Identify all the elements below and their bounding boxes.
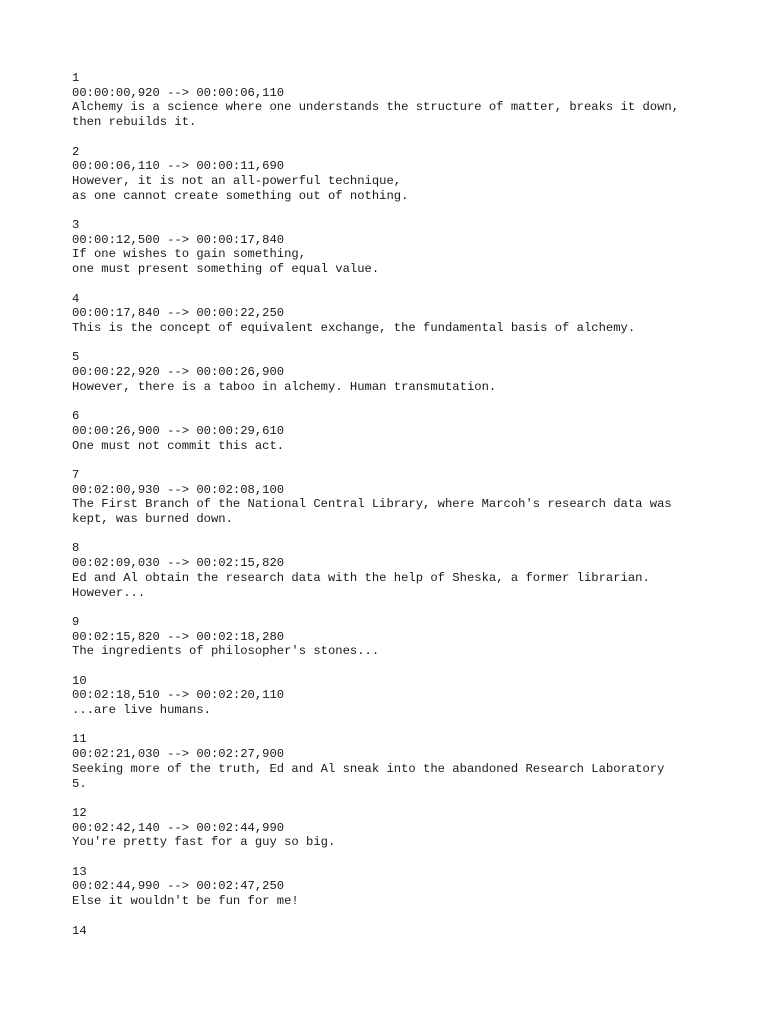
cue-timestamp: 00:00:06,110 --> 00:00:11,690 bbox=[72, 159, 285, 174]
cue-timestamp: 00:02:15,820 --> 00:02:18,280 bbox=[72, 629, 285, 644]
cue-7 bbox=[72, 468, 732, 527]
cue-12 bbox=[72, 806, 732, 850]
cue-text-line: You're pretty fast for a guy so big. bbox=[72, 835, 336, 850]
cue-text-line: kept, was burned down. bbox=[72, 512, 233, 526]
cue-index: 4 bbox=[72, 291, 80, 306]
cue-text-line: The First Branch of the National Central Library, where Marcoh's research data was bbox=[72, 497, 672, 512]
cue-4 bbox=[72, 292, 732, 336]
cue-11 bbox=[72, 732, 732, 791]
cue-index: 1 bbox=[72, 71, 80, 85]
cue-index: 11 bbox=[72, 732, 87, 747]
cue-timestamp: 00:00:26,900 --> 00:00:29,610 bbox=[72, 423, 285, 438]
cue-timestamp: 00:02:00,930 --> 00:02:08,100 bbox=[72, 482, 285, 497]
cue-text-line: one must present something of equal value. bbox=[72, 262, 380, 277]
cue-text-line: One must not commit this act. bbox=[72, 438, 285, 453]
cue-9 bbox=[72, 615, 732, 659]
cue-timestamp: 00:02:09,030 --> 00:02:15,820 bbox=[72, 556, 285, 571]
cue-timestamp: 00:02:42,140 --> 00:02:44,990 bbox=[72, 820, 285, 835]
cue-index: 8 bbox=[72, 541, 80, 556]
cue-timestamp: 00:00:00,920 --> 00:00:06,110 bbox=[72, 85, 285, 100]
cue-text-line: However, there is a taboo in alchemy. Human transmutation. bbox=[72, 379, 497, 394]
cue-index: 12 bbox=[72, 805, 87, 820]
cue-timestamp: 00:02:18,510 --> 00:02:20,110 bbox=[72, 688, 285, 703]
cue-text-line: 5. bbox=[72, 776, 87, 791]
cue-timestamp: 00:00:22,920 --> 00:00:26,900 bbox=[72, 365, 285, 379]
cue-text-line: Alchemy is a science where one understands the structure of matter, breaks it down, bbox=[72, 100, 680, 115]
cue-text-line: Ed and Al obtain the research data with the help of Sheska, a former librarian. bbox=[72, 570, 650, 585]
cue-1 bbox=[72, 71, 732, 130]
cue-8 bbox=[72, 541, 732, 600]
cue-index: 3 bbox=[72, 218, 80, 232]
cue-index: 6 bbox=[72, 409, 80, 424]
cue-index: 9 bbox=[72, 614, 80, 629]
cue-index: 14 bbox=[72, 923, 87, 938]
cue-13 bbox=[72, 865, 732, 909]
cue-index: 2 bbox=[72, 144, 80, 159]
cue-text-line: This is the concept of equivalent exchange, the fundamental basis of alchemy. bbox=[72, 320, 636, 335]
cue-timestamp: 00:00:12,500 --> 00:00:17,840 bbox=[72, 232, 285, 247]
cue-text-line: The ingredients of philosopher's stones... bbox=[72, 644, 380, 659]
cue-index: 7 bbox=[72, 467, 80, 482]
cue-text-line: Else it wouldn't be fun for me! bbox=[72, 894, 299, 909]
cue-index: 10 bbox=[72, 673, 87, 688]
cue-timestamp: 00:02:21,030 --> 00:02:27,900 bbox=[72, 747, 285, 762]
cue-text-line: then rebuilds it. bbox=[72, 115, 197, 130]
cue-5 bbox=[72, 350, 732, 394]
cue-6 bbox=[72, 409, 732, 453]
cue-10 bbox=[72, 674, 732, 718]
cue-14 bbox=[72, 924, 732, 939]
cue-index: 13 bbox=[72, 864, 87, 879]
cue-index: 5 bbox=[72, 350, 80, 365]
cue-text-line: However... bbox=[72, 585, 146, 600]
cue-timestamp: 00:00:17,840 --> 00:00:22,250 bbox=[72, 306, 285, 321]
subtitle-document bbox=[72, 71, 732, 953]
cue-text-line: However, it is not an all-powerful technique, bbox=[72, 173, 402, 188]
cue-2 bbox=[72, 145, 732, 204]
cue-timestamp: 00:02:44,990 --> 00:02:47,250 bbox=[72, 879, 285, 894]
cue-text-line: Seeking more of the truth, Ed and Al sneak into the abandoned Research Laboratory bbox=[72, 761, 665, 776]
cue-text-line: ...are live humans. bbox=[72, 703, 211, 718]
cue-text-line: If one wishes to gain something, bbox=[72, 247, 307, 262]
cue-3 bbox=[72, 218, 732, 277]
cue-text-line: as one cannot create something out of nothing. bbox=[72, 188, 409, 203]
